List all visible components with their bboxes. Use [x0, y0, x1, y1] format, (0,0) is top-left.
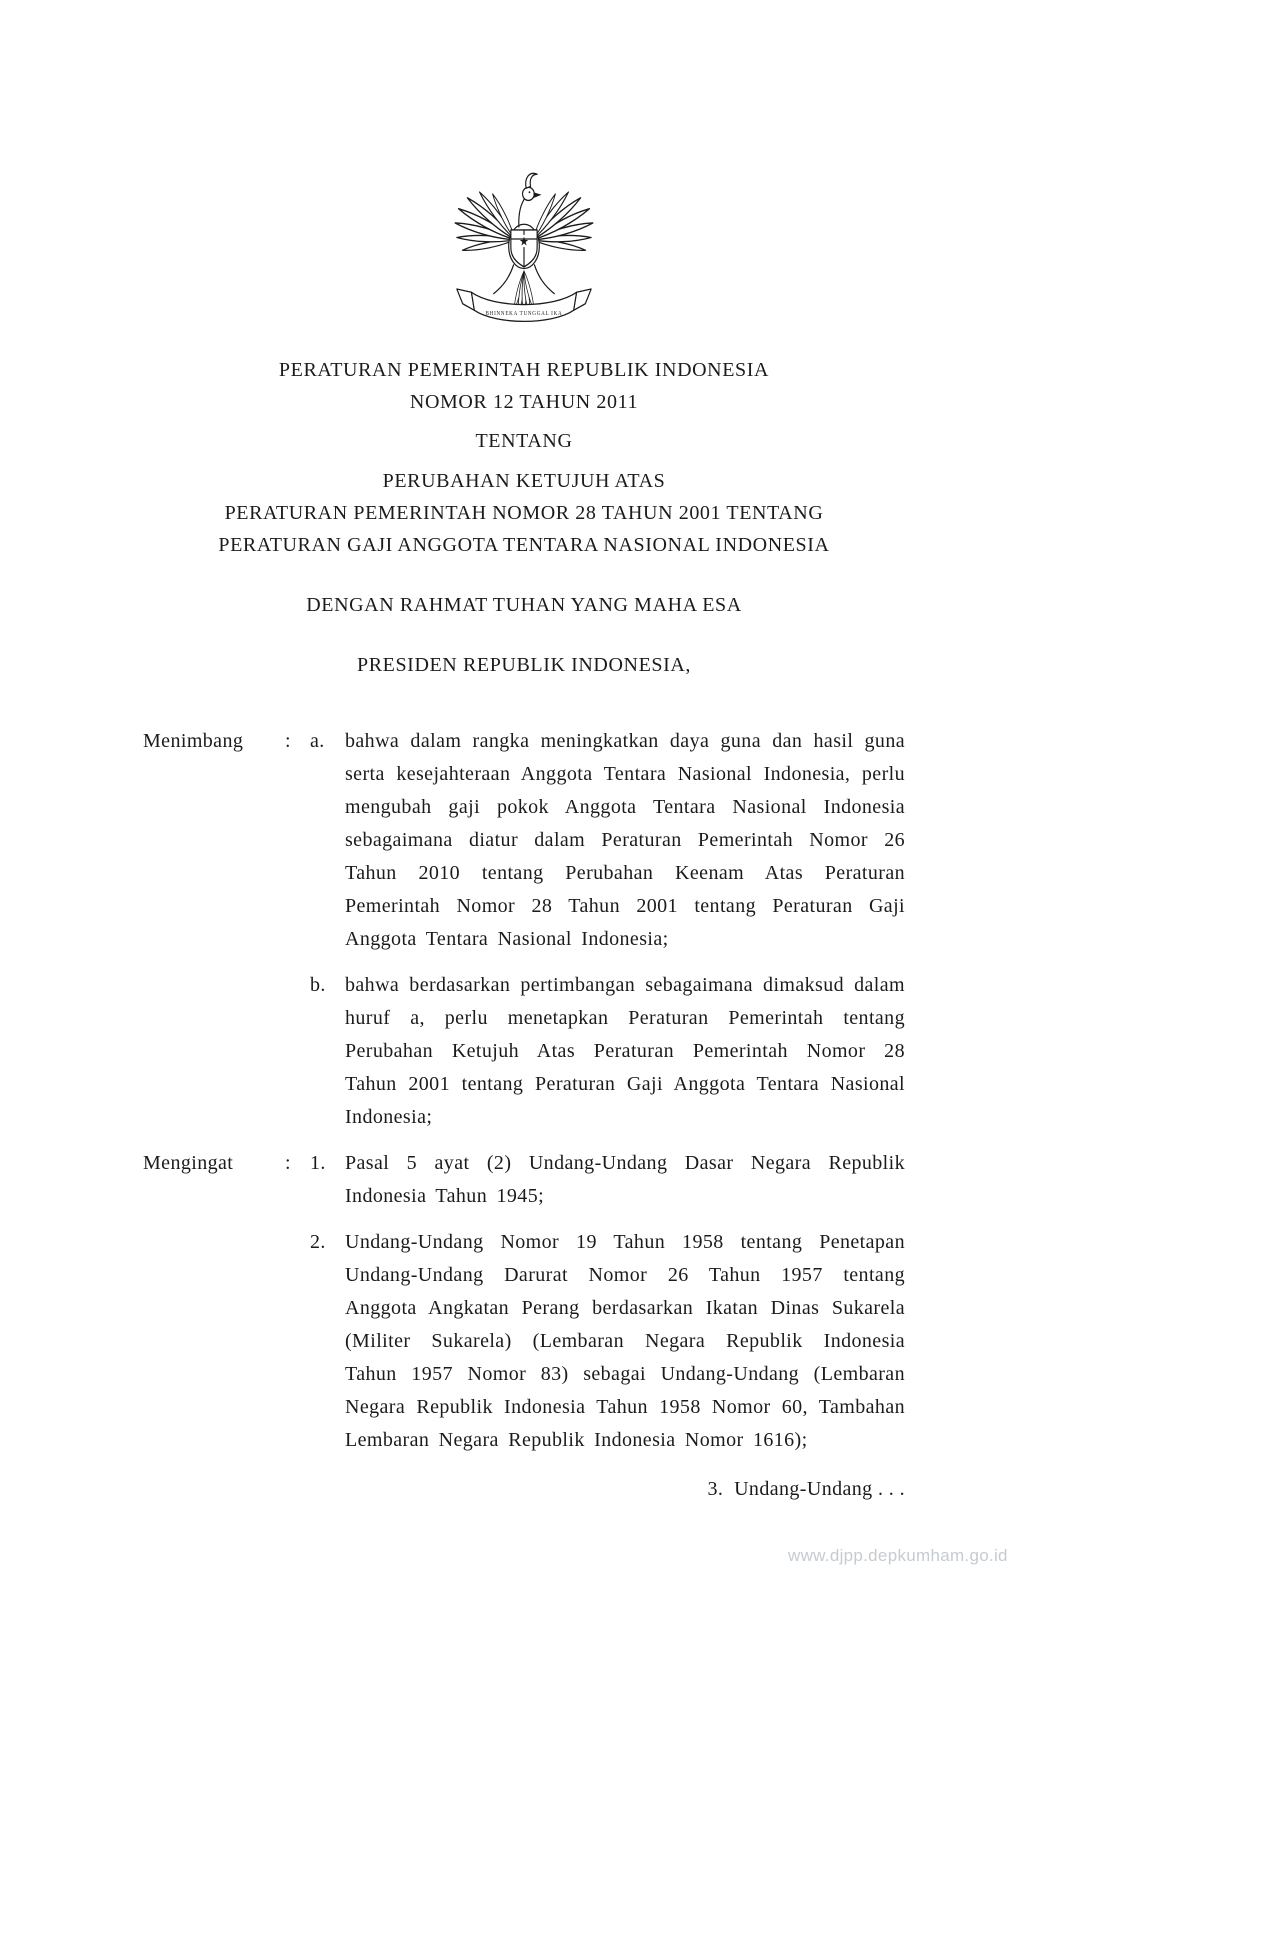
mengingat-section — [143, 1147, 905, 1457]
document-content — [143, 0, 905, 1506]
doc-number: NOMOR 12 TAHUN 2011 — [409, 391, 639, 413]
clause-item — [310, 1226, 905, 1457]
eagle-neck — [519, 197, 526, 227]
clause-label-menimbang: Menimbang — [143, 730, 244, 752]
eagle-head-icon — [523, 187, 535, 200]
clause-text: bahwa berdasarkan pertimbangan sebagaimana dimaksud dalam huruf a, perlu menetapkan Peraturan Pemerintah tentang Perubahan Ketujuh Atas Peraturan Pemerintah Nomor 28 Tahun 2001 tentang Peraturan Gaji Anggota Tentara Nasional Indonesia; — [345, 974, 905, 1128]
list-marker: 2. — [310, 1231, 326, 1253]
mengingat-items — [310, 1147, 905, 1457]
clause-text: Pasal 5 ayat (2) Undang-Undang Dasar Negara Republik Indonesia Tahun 1945; — [345, 1152, 905, 1207]
clause-label-mengingat: Mengingat — [143, 1152, 234, 1174]
site-watermark: www.djpp.depkumham.go.id — [788, 1546, 1008, 1565]
subject-line-2: PERATURAN PEMERINTAH NOMOR 28 TAHUN 2001 TENTANG — [224, 502, 824, 524]
right-wing-icon — [531, 190, 594, 253]
authority-line: PRESIDEN REPUBLIK INDONESIA, — [356, 654, 692, 676]
preamble — [143, 725, 905, 1506]
invocation-line: DENGAN RAHMAT TUHAN YANG MAHA ESA — [306, 594, 742, 616]
doc-subject — [143, 465, 905, 561]
eagle-crest — [526, 173, 537, 188]
doc-title: PERATURAN PEMERINTAH REPUBLIK INDONESIA — [278, 359, 770, 381]
subject-line-3: PERATURAN GAJI ANGGOTA TENTARA NASIONAL INDONESIA — [218, 534, 830, 556]
clause-text: bahwa dalam rangka meningkatkan daya guna dan hasil guna serta kesejahteraan Anggota Tentara Nasional Indonesia, perlu mengubah gaji pokok Anggota Tentara Nasional Indonesia sebagaimana diatur dalam Peraturan Pemerintah Nomor 26 Tahun 2010 tentang Perubahan Keenam Atas Peraturan Pemerintah Nomor 28 Tahun 2001 tentang Peraturan Gaji Anggota Tentara Nasional Indonesia; — [345, 730, 905, 950]
document-header — [143, 354, 905, 681]
clause-colon: : — [285, 730, 291, 752]
subject-line-1: PERUBAHAN KETUJUH ATAS — [382, 470, 666, 492]
clause-item — [310, 969, 905, 1134]
page-catchword: 3. Undang-Undang . . . — [707, 1478, 905, 1500]
list-marker: b. — [310, 974, 326, 996]
left-wing-icon — [454, 190, 517, 253]
left-claw-icon — [493, 264, 513, 294]
menimbang-items — [310, 725, 905, 1134]
clause-colon: : — [285, 1152, 291, 1174]
list-marker: a. — [310, 730, 325, 752]
eagle-eye — [529, 191, 531, 193]
emblem-motto: BHINNEKA TUNGGAL IKA — [485, 311, 563, 318]
list-marker: 1. — [310, 1152, 326, 1174]
clause-item — [310, 725, 905, 956]
right-claw-icon — [534, 264, 554, 294]
clause-text: Undang-Undang Nomor 19 Tahun 1958 tentang Penetapan Undang-Undang Darurat Nomor 26 Tahun 1957 tentang Anggota Angkatan Perang berdasarkan Ikatan Dinas Sukarela (Militer Sukarela) (Lembaran Negara Republik Indonesia Tahun 1957 Nomor 83) sebagai Undang-Undang (Lembaran Negara Republik Indonesia Tahun 1958 Nomor 60, Tambahan Lembaran Negara Republik Indonesia Nomor 1616); — [345, 1231, 905, 1451]
tentang-label: TENTANG — [475, 430, 573, 452]
clause-item — [310, 1147, 905, 1213]
eagle-beak — [533, 192, 541, 198]
garuda-pancasila-emblem — [451, 166, 597, 330]
menimbang-section — [143, 725, 905, 1134]
